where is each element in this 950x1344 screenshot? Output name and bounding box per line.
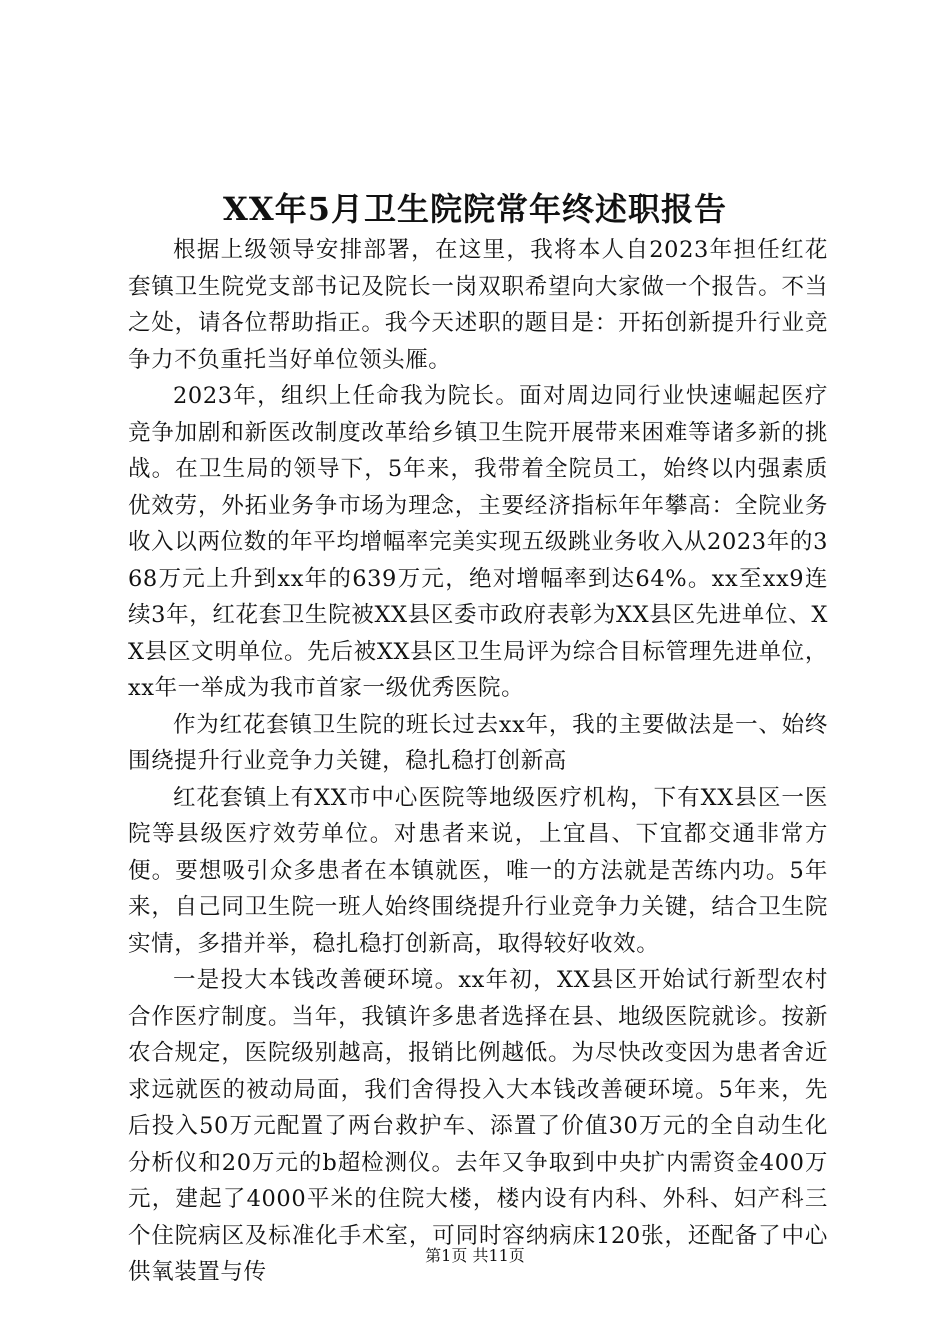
page-number-footer: 第1页 共11页 [425,1246,525,1265]
paragraph: 作为红花套镇卫生院的班长过去xx年，我的主要做法是一、始终围绕提升行业竞争力关键，稳扎稳打创新高 [128,711,828,774]
paragraph: 2023年，组织上任命我为院长。面对周边同行业快速崛起医疗竞争加剧和新医改制度改革给乡镇卫生院开展带来困难等诸多新的挑战。在卫生局的领导下，5年来，我带着全院员工，始终以内强素质优效劳，外拓业务争市场为理念，主要经济指标年年攀高：全院业务收入以两位数的年平均增幅率完美实现五级跳业务收入从2023年的368万元上升到xx年的639万元，绝对增幅率到达64%。xx至xx9连续3年，红花套卫生院被XX县区委市政府表彰为XX县区先进单位、XX县区文明单位。先后被XX县区卫生局评为综合目标管理先进单位，xx年一举成为我市首家一级优秀医院。 [128,383,828,701]
paragraph: 一是投大本钱改善硬环境。xx年初，XX县区开始试行新型农村合作医疗制度。当年，我镇许多患者选择在县、地级医院就诊。按新农合规定，医院级别越高，报销比例越低。为尽快改变因为患者舍近求远就医的被动局面，我们舍得投入大本钱改善硬环境。5年来，先后投入50万元配置了两台救护车、添置了价值30万元的全自动生化分析仪和20万元的b超检测仪。去年又争取到中央扩内需资金400万元，建起了4000平米的住院大楼，楼内设有内科、外科、妇产科三个住院病区及标准化手术室，可同时容纳病床120张，还配备了中心供氧装置与传 [128,967,828,1285]
document-body [128,232,828,1291]
document-title: XX年5月卫生院院常年终述职报告 [223,190,727,228]
paragraph: 红花套镇上有XX市中心医院等地级医疗机构，下有XX县区一医院等县级医疗效劳单位。对患者来说，上宜昌、下宜都交通非常方便。要想吸引众多患者在本镇就医，唯一的方法就是苦练内功。5年来，自己同卫生院一班人始终围绕提升行业竞争力关键，结合卫生院实情，多措并举，稳扎稳打创新高，取得较好收效。 [128,784,828,957]
paragraph: 根据上级领导安排部署，在这里，我将本人自2023年担任红花套镇卫生院党支部书记及院长一岗双职希望向大家做一个报告。不当之处，请各位帮助指正。我今天述职的题目是：开拓创新提升行业竞争力不负重托当好单位领头雁。 [128,237,828,373]
